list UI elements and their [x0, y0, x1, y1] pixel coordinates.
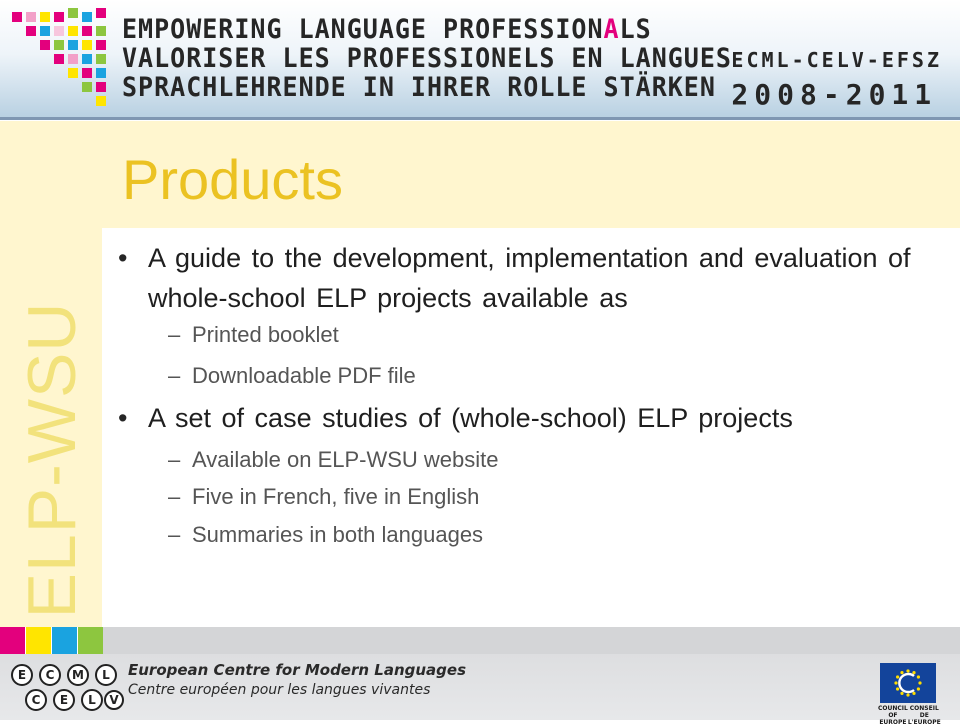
- eu-flag-icon: [880, 663, 936, 703]
- sub-dash: –: [168, 322, 181, 347]
- banner-slogan-en-end: LS: [619, 14, 652, 45]
- footer-org-en: European Centre for Modern Languages: [128, 661, 467, 679]
- bullet-marker: •: [118, 243, 128, 273]
- title-band: [102, 121, 960, 228]
- council-of-europe-logo: [878, 663, 941, 726]
- sub-dash: –: [168, 363, 181, 388]
- header-banner: [0, 0, 960, 120]
- logo-letter: L: [102, 668, 110, 682]
- logo-letter: C: [45, 668, 55, 682]
- color-square: [26, 627, 51, 654]
- color-square: [78, 627, 103, 654]
- bullet-text-guide: A guide to the development, implementation and evaluation of whole-school ELP projects available as: [148, 243, 911, 313]
- banner-org-name: ECML-CELV-EFSZ: [731, 48, 942, 72]
- sub-dash: –: [168, 447, 181, 472]
- banner-slogans: [122, 14, 732, 101]
- footer-divider-band: [102, 627, 960, 654]
- sub-item-five-each: Five in French, five in English: [192, 484, 480, 509]
- footer: [0, 627, 960, 726]
- logo-letter: E: [17, 668, 27, 682]
- banner-slogan-en-highlight: A: [603, 14, 620, 45]
- logo-letter: E: [59, 693, 69, 707]
- banner-years: 2008-2011: [731, 78, 938, 111]
- sub-item-summaries: Summaries in both languages: [192, 522, 484, 547]
- footer-org-fr: Centre européen pour les langues vivantes: [128, 682, 431, 698]
- sub-item-printed-booklet: Printed booklet: [192, 322, 339, 347]
- logo-letter: L: [88, 693, 96, 707]
- coe-caption: [878, 705, 941, 726]
- footer-org-text: [128, 661, 466, 699]
- sub-dash: –: [168, 522, 181, 547]
- slide-title: Products: [122, 148, 343, 211]
- logo-letter: M: [72, 668, 84, 682]
- banner-org-block: [731, 48, 942, 112]
- sub-item-pdf-file: Downloadable PDF file: [192, 363, 416, 388]
- sub-dash: –: [168, 484, 181, 509]
- sub-item-website: Available on ELP-WSU website: [192, 447, 499, 472]
- slide-content: [102, 228, 960, 627]
- logo-letter: V: [109, 693, 119, 707]
- color-square: [0, 627, 25, 654]
- bullet-text-case-studies: A set of case studies of (whole-school) ELP projects: [148, 403, 793, 433]
- coe-caption-fr: CONSEIL DE L'EUROPE: [907, 705, 941, 726]
- banner-slogan-en-main: EMPOWERING LANGUAGE PROFESSION: [122, 14, 604, 45]
- banner-slogan-en: [122, 14, 732, 44]
- bullet-marker: •: [118, 403, 128, 433]
- coe-caption-en: COUNCIL OF EUROPE: [878, 705, 908, 726]
- banner-divider: [0, 117, 960, 120]
- banner-slogan-fr: VALORISER LES PROFESSIONELS EN LANGUES: [122, 43, 732, 74]
- logo-letter: C: [31, 693, 41, 707]
- mosaic-squares-logo: [0, 0, 120, 115]
- color-squares-decoration: [0, 627, 104, 654]
- color-square: [52, 627, 77, 654]
- vertical-watermark: ELP-WSU: [14, 301, 90, 619]
- banner-slogan-de: SPRACHLEHRENDE IN IHRER ROLLE STÄRKEN: [122, 72, 716, 103]
- ecml-logo: [10, 662, 124, 714]
